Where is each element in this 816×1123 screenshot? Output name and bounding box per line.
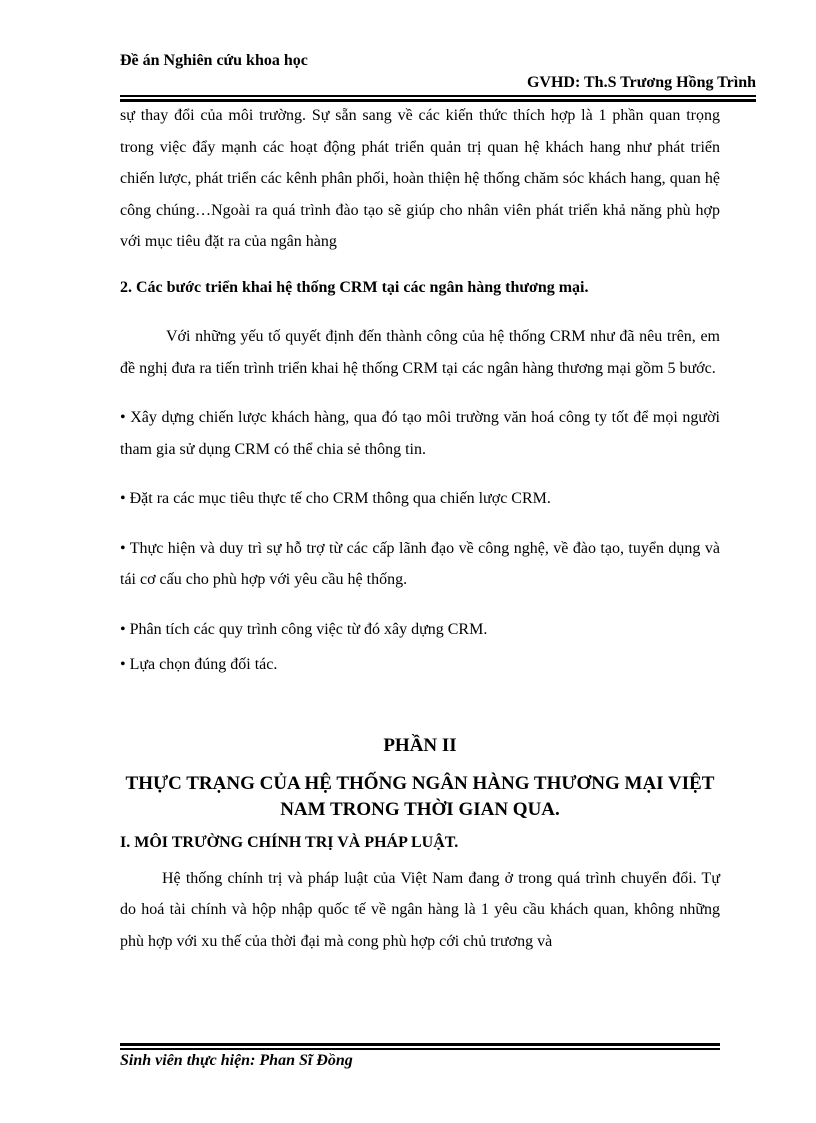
page-content: [120, 100, 720, 957]
header-supervisor: GVHD: Th.S Trương Hồng Trình: [526, 74, 756, 91]
intro-paragraph: sự thay đổi của môi trường. Sự sẵn sang về các kiến thức thích hợp là 1 phần quan trọng trong việc đẩy mạnh các hoạt động phát triển quản trị quan hệ khách hang như phát triển chiến lược, phát triển các kênh phân phối, hoàn thiện hệ thống chăm sóc khách hang, quan hệ công chúng…Ngoài ra quá trình đào tạo sẽ giúp cho nhân viên phát triển khả năng phù hợp với mục tiêu đặt ra của ngân hàng: [120, 107, 720, 250]
bullet-item-3: • Thực hiện và duy trì sự hỗ trợ từ các cấp lãnh đạo về công nghệ, về đào tạo, tuyển dụng và tái cơ cấu cho phù hợp với yêu cầu hệ thống.: [120, 539, 720, 588]
chapter-title: THỰC TRẠNG CỦA HỆ THỐNG NGÂN HÀNG THƯƠNG MẠI VIỆT NAM TRONG THỜI GIAN QUA.: [125, 772, 715, 820]
footer-author: Sinh viên thực hiện: Phan Sĩ Đồng: [120, 1052, 353, 1069]
bullet-item-2: • Đặt ra các mục tiêu thực tế cho CRM thông qua chiến lược CRM.: [120, 490, 551, 507]
section-2-paragraph: Với những yếu tố quyết định đến thành công của hệ thống CRM như đã nêu trên, em đề nghị đưa ra tiến trình triển khai hệ thống CRM tại các ngân hàng thương mại gồm 5 bước.: [120, 328, 720, 377]
bullet-item-1: • Xây dựng chiến lược khách hàng, qua đó tạo môi trường văn hoá công ty tốt để mọi người tham gia sử dụng CRM có thể chia sẻ thông tin.: [120, 409, 720, 458]
part-title: PHẦN II: [383, 734, 457, 756]
section-i-paragraph: Hệ thống chính trị và pháp luật của Việt Nam đang ở trong quá trình chuyển đổi. Tự do hoá tài chính và hộp nhập quốc tế về ngân hàng là 1 yêu cầu khách quan, không những phù hợp với xu thế của thời đại mà cong phù hợp cới chủ trương và: [120, 869, 720, 950]
bullet-item-5: • Lựa chọn đúng đối tác.: [120, 656, 278, 673]
section-2-heading: 2. Các bước triển khai hệ thống CRM tại các ngân hàng thương mại.: [120, 278, 589, 296]
section-i-heading: I. MÔI TRƯỜNG CHÍNH TRỊ VÀ PHÁP LUẬT.: [120, 833, 459, 851]
bullet-item-4: • Phân tích các quy trình công việc từ đó xây dựng CRM.: [120, 620, 488, 638]
header-title: Đề án Nghiên cứu khoa học: [120, 52, 308, 69]
footer-divider: [120, 1043, 720, 1050]
